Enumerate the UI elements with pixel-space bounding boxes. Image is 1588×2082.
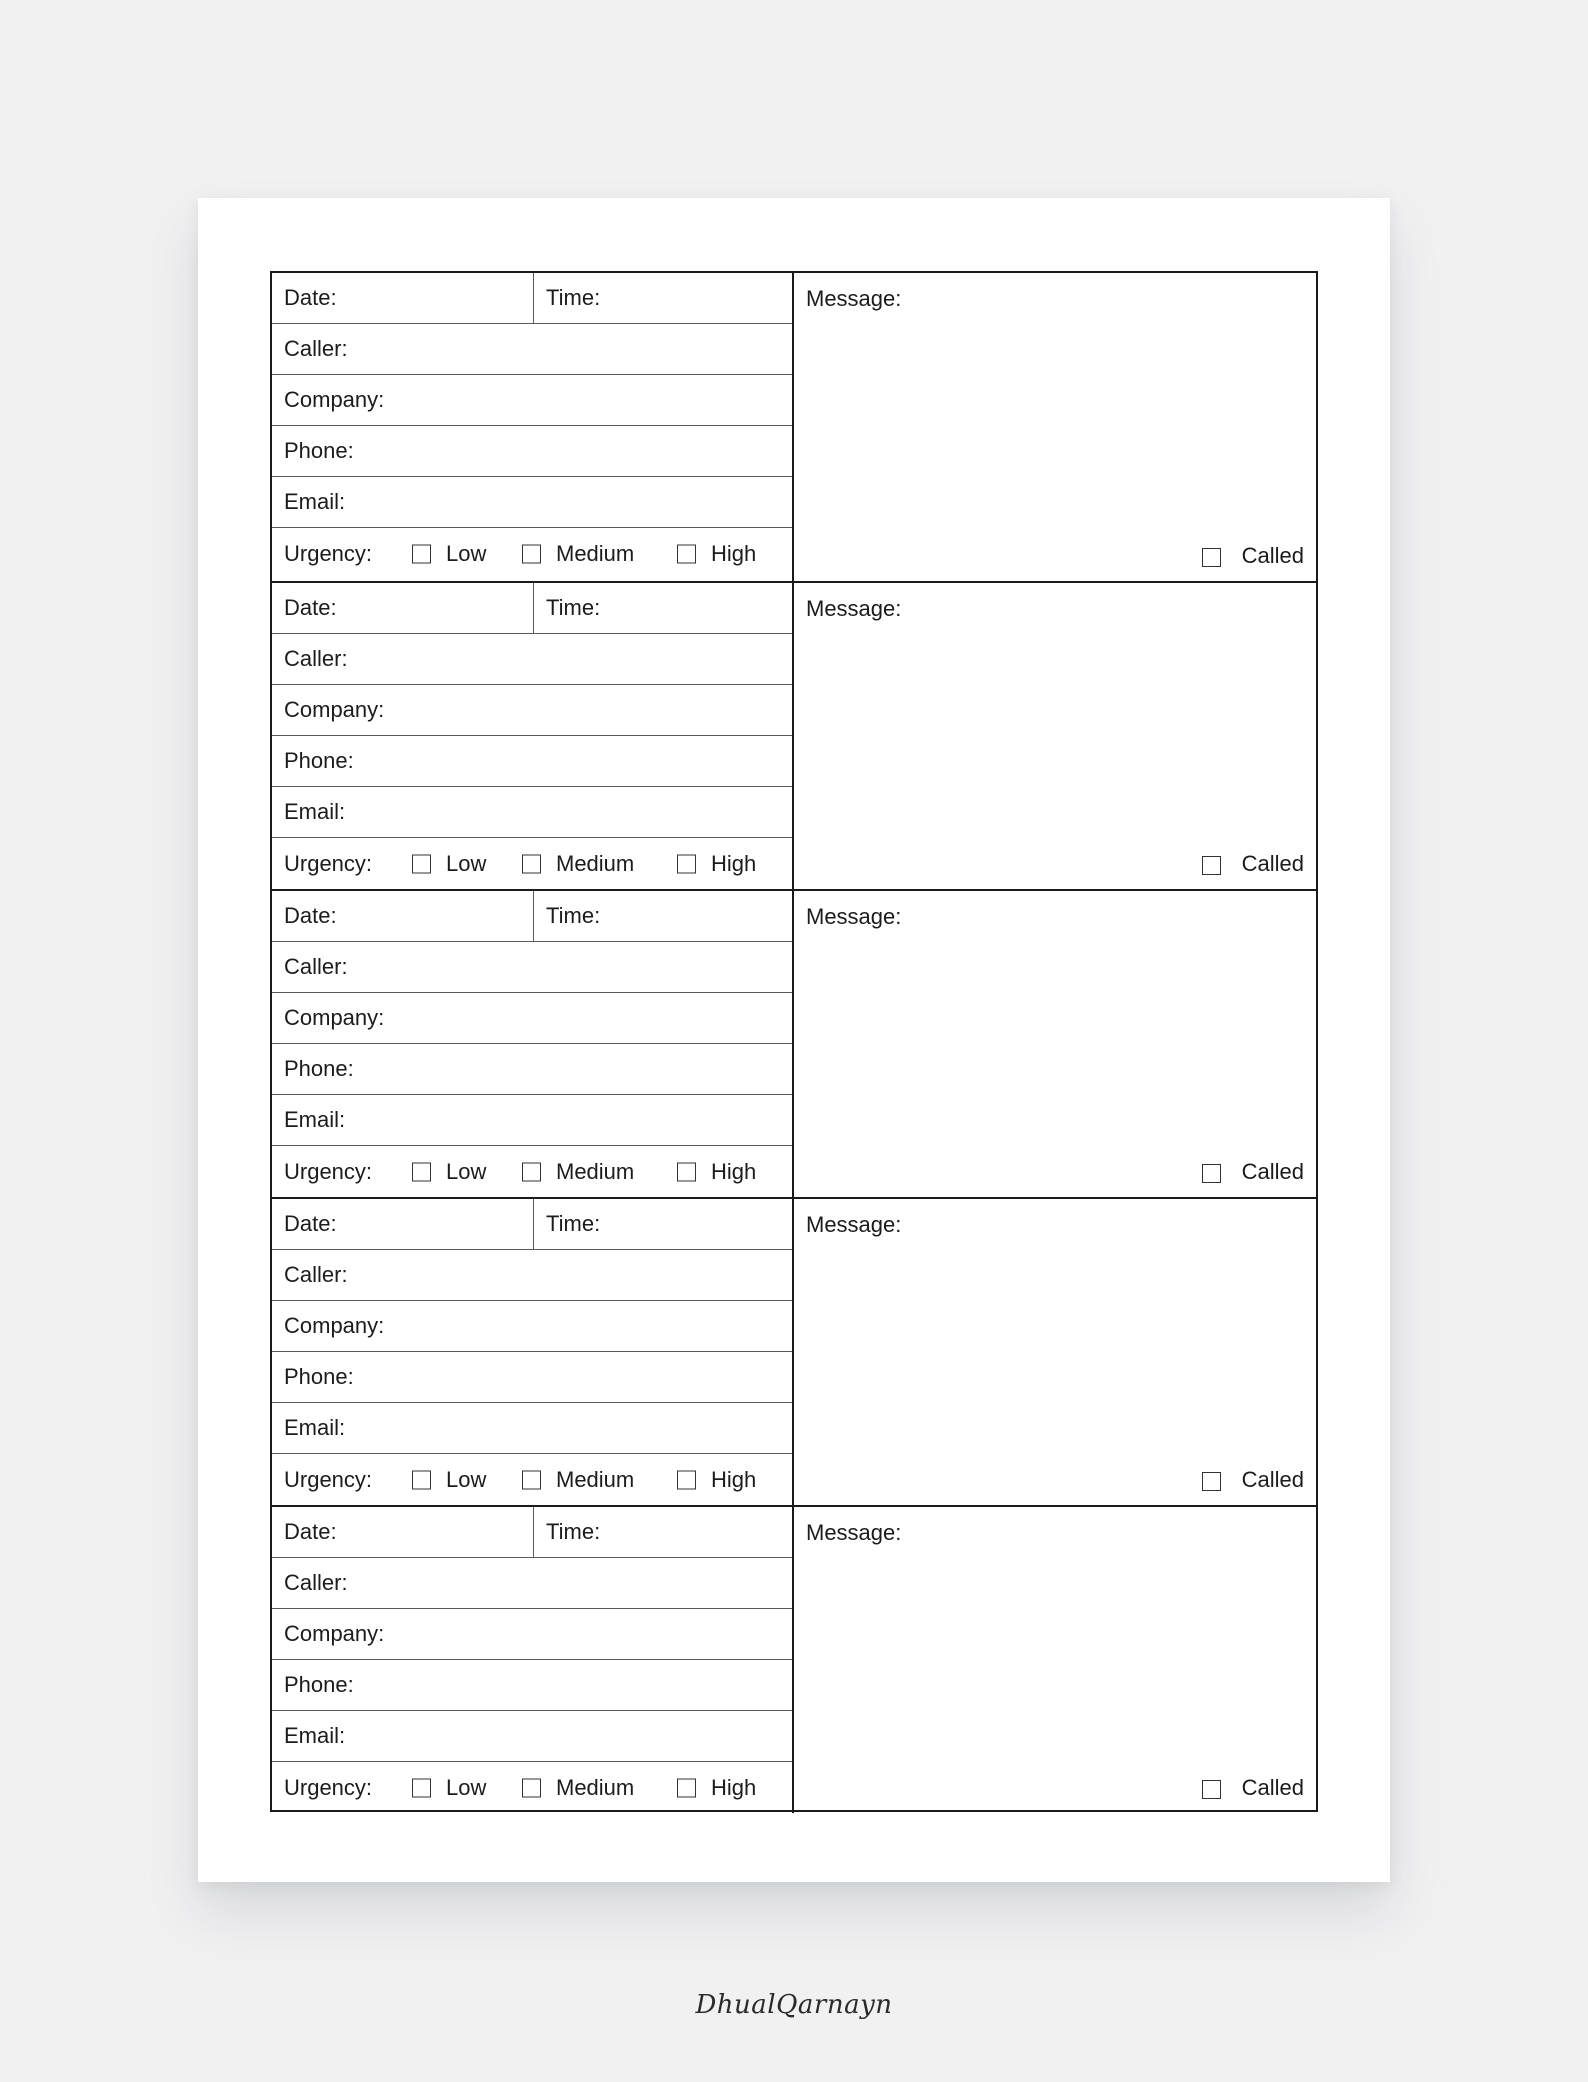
urgency-low-label: Low bbox=[446, 1158, 487, 1184]
caller-details bbox=[272, 891, 794, 1197]
called-label: Called bbox=[1241, 1775, 1304, 1800]
caller-details bbox=[272, 1507, 794, 1813]
brand-signature: DhualQarnayn bbox=[695, 1990, 893, 2020]
time-label: Time: bbox=[546, 903, 601, 928]
company-field[interactable] bbox=[272, 993, 792, 1044]
company-field[interactable] bbox=[272, 1301, 792, 1352]
date-label: Date: bbox=[284, 595, 337, 620]
phone-message-form bbox=[270, 271, 1318, 1812]
urgency-medium-checkbox[interactable] bbox=[522, 854, 541, 873]
message-area[interactable] bbox=[794, 273, 1316, 581]
urgency-low-label: Low bbox=[446, 540, 487, 566]
caller-field[interactable] bbox=[272, 942, 792, 993]
time-field[interactable] bbox=[534, 1507, 792, 1557]
caller-label: Caller: bbox=[284, 1570, 348, 1595]
urgency-medium-label: Medium bbox=[556, 1774, 635, 1800]
caller-details bbox=[272, 1199, 794, 1505]
message-area[interactable] bbox=[794, 583, 1316, 889]
phone-label: Phone: bbox=[284, 438, 354, 463]
urgency-medium-checkbox[interactable] bbox=[522, 1778, 541, 1797]
date-field[interactable] bbox=[272, 891, 534, 941]
called-label: Called bbox=[1241, 543, 1304, 568]
message-label: Message: bbox=[806, 596, 902, 621]
phone-field[interactable] bbox=[272, 1352, 792, 1403]
company-field[interactable] bbox=[272, 685, 792, 736]
message-entry bbox=[272, 1197, 1316, 1505]
urgency-medium-label: Medium bbox=[556, 850, 635, 876]
phone-label: Phone: bbox=[284, 1364, 354, 1389]
called-checkbox[interactable] bbox=[1202, 1780, 1221, 1799]
message-entry bbox=[272, 273, 1316, 581]
urgency-row bbox=[272, 528, 792, 579]
time-label: Time: bbox=[546, 1211, 601, 1236]
date-label: Date: bbox=[284, 903, 337, 928]
message-entry bbox=[272, 581, 1316, 889]
caller-label: Caller: bbox=[284, 336, 348, 361]
time-field[interactable] bbox=[534, 273, 792, 323]
company-label: Company: bbox=[284, 1005, 385, 1030]
date-label: Date: bbox=[284, 1211, 337, 1236]
company-label: Company: bbox=[284, 1621, 385, 1646]
email-field[interactable] bbox=[272, 787, 792, 838]
phone-field[interactable] bbox=[272, 736, 792, 787]
email-field[interactable] bbox=[272, 477, 792, 528]
company-label: Company: bbox=[284, 387, 385, 412]
time-label: Time: bbox=[546, 595, 601, 620]
urgency-low-checkbox[interactable] bbox=[412, 854, 431, 873]
time-field[interactable] bbox=[534, 583, 792, 633]
email-label: Email: bbox=[284, 1415, 346, 1440]
date-label: Date: bbox=[284, 285, 337, 310]
urgency-medium-label: Medium bbox=[556, 540, 635, 566]
caller-details bbox=[272, 583, 794, 889]
email-field[interactable] bbox=[272, 1711, 792, 1762]
caller-label: Caller: bbox=[284, 954, 348, 979]
time-label: Time: bbox=[546, 1519, 601, 1544]
phone-field[interactable] bbox=[272, 426, 792, 477]
date-time-row bbox=[272, 583, 792, 634]
urgency-high-checkbox[interactable] bbox=[677, 854, 696, 873]
company-label: Company: bbox=[284, 1313, 385, 1338]
message-label: Message: bbox=[806, 904, 902, 929]
message-label: Message: bbox=[806, 1212, 902, 1237]
urgency-high-label: High bbox=[711, 1466, 757, 1492]
time-label: Time: bbox=[546, 285, 601, 310]
urgency-label: Urgency: bbox=[284, 1466, 373, 1492]
date-time-row bbox=[272, 1507, 792, 1558]
phone-label: Phone: bbox=[284, 1056, 354, 1081]
urgency-low-checkbox[interactable] bbox=[412, 1162, 431, 1181]
urgency-label: Urgency: bbox=[284, 850, 373, 876]
urgency-label: Urgency: bbox=[284, 1158, 373, 1184]
called-checkbox[interactable] bbox=[1202, 856, 1221, 875]
email-label: Email: bbox=[284, 1107, 346, 1132]
urgency-row bbox=[272, 838, 792, 889]
urgency-row bbox=[272, 1146, 792, 1197]
urgency-medium-label: Medium bbox=[556, 1158, 635, 1184]
message-area[interactable] bbox=[794, 1199, 1316, 1505]
date-time-row bbox=[272, 891, 792, 942]
message-log-sheet bbox=[198, 198, 1390, 1882]
urgency-high-label: High bbox=[711, 1158, 757, 1184]
date-time-row bbox=[272, 1199, 792, 1250]
message-label: Message: bbox=[806, 286, 902, 311]
phone-label: Phone: bbox=[284, 1672, 354, 1697]
phone-field[interactable] bbox=[272, 1044, 792, 1095]
caller-label: Caller: bbox=[284, 1262, 348, 1287]
phone-label: Phone: bbox=[284, 748, 354, 773]
date-label: Date: bbox=[284, 1519, 337, 1544]
urgency-low-checkbox[interactable] bbox=[412, 1470, 431, 1489]
urgency-high-checkbox[interactable] bbox=[677, 544, 696, 563]
called-checkbox[interactable] bbox=[1202, 1164, 1221, 1183]
date-field[interactable] bbox=[272, 1199, 534, 1249]
caller-details bbox=[272, 273, 794, 581]
caller-field[interactable] bbox=[272, 1250, 792, 1301]
called-checkbox[interactable] bbox=[1202, 1472, 1221, 1491]
urgency-high-checkbox[interactable] bbox=[677, 1470, 696, 1489]
company-label: Company: bbox=[284, 697, 385, 722]
company-field[interactable] bbox=[272, 1609, 792, 1660]
caller-field[interactable] bbox=[272, 1558, 792, 1609]
urgency-row bbox=[272, 1454, 792, 1505]
urgency-row bbox=[272, 1762, 792, 1813]
message-area[interactable] bbox=[794, 891, 1316, 1197]
urgency-medium-checkbox[interactable] bbox=[522, 544, 541, 563]
message-entry bbox=[272, 1505, 1316, 1813]
message-entry bbox=[272, 889, 1316, 1197]
caller-field[interactable] bbox=[272, 324, 792, 375]
urgency-low-label: Low bbox=[446, 850, 487, 876]
date-time-row bbox=[272, 273, 792, 324]
urgency-medium-label: Medium bbox=[556, 1466, 635, 1492]
urgency-medium-checkbox[interactable] bbox=[522, 1162, 541, 1181]
email-label: Email: bbox=[284, 799, 346, 824]
time-field[interactable] bbox=[534, 891, 792, 941]
urgency-high-checkbox[interactable] bbox=[677, 1162, 696, 1181]
email-label: Email: bbox=[284, 1723, 346, 1748]
called-checkbox[interactable] bbox=[1202, 548, 1221, 567]
email-label: Email: bbox=[284, 489, 346, 514]
urgency-low-checkbox[interactable] bbox=[412, 544, 431, 563]
urgency-low-label: Low bbox=[446, 1466, 487, 1492]
time-field[interactable] bbox=[534, 1199, 792, 1249]
phone-field[interactable] bbox=[272, 1660, 792, 1711]
urgency-medium-checkbox[interactable] bbox=[522, 1470, 541, 1489]
urgency-label: Urgency: bbox=[284, 1774, 373, 1800]
message-label: Message: bbox=[806, 1520, 902, 1545]
message-area[interactable] bbox=[794, 1507, 1316, 1813]
called-label: Called bbox=[1241, 851, 1304, 876]
email-field[interactable] bbox=[272, 1403, 792, 1454]
urgency-low-checkbox[interactable] bbox=[412, 1778, 431, 1797]
called-label: Called bbox=[1241, 1159, 1304, 1184]
urgency-high-label: High bbox=[711, 850, 757, 876]
caller-field[interactable] bbox=[272, 634, 792, 685]
called-label: Called bbox=[1241, 1467, 1304, 1492]
date-field[interactable] bbox=[272, 273, 534, 323]
caller-label: Caller: bbox=[284, 646, 348, 671]
urgency-high-label: High bbox=[711, 1774, 757, 1800]
company-field[interactable] bbox=[272, 375, 792, 426]
urgency-high-label: High bbox=[711, 540, 757, 566]
urgency-label: Urgency: bbox=[284, 540, 373, 566]
urgency-high-checkbox[interactable] bbox=[677, 1778, 696, 1797]
urgency-low-label: Low bbox=[446, 1774, 487, 1800]
date-field[interactable] bbox=[272, 1507, 534, 1557]
email-field[interactable] bbox=[272, 1095, 792, 1146]
date-field[interactable] bbox=[272, 583, 534, 633]
